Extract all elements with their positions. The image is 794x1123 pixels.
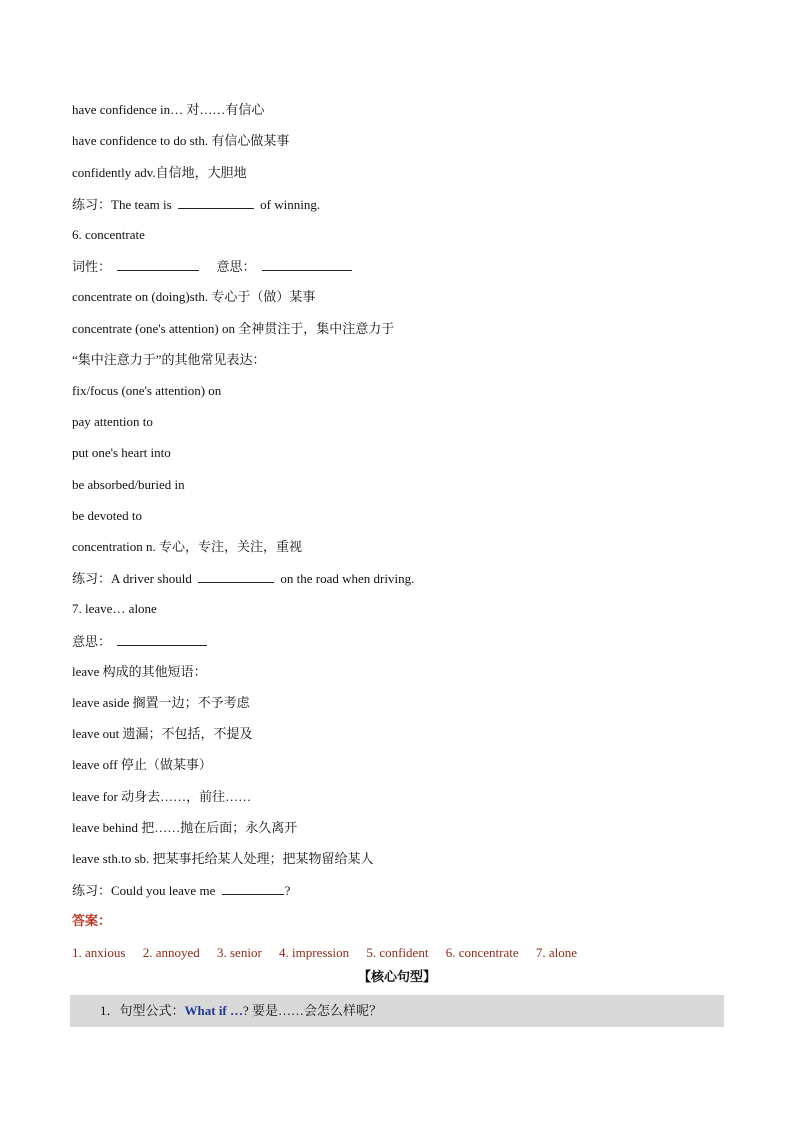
- phrase-line: leave for 动身去……，前往……: [72, 789, 252, 804]
- item-heading: 7. leave… alone: [72, 601, 157, 616]
- answer-item: 4. impression: [279, 945, 350, 960]
- phrase-line: concentrate on (doing)sth. 专心于（做）某事: [72, 289, 316, 304]
- exercise-leave: [72, 881, 290, 900]
- exercise-suffix: of winning.: [260, 197, 321, 212]
- exercise-prefix: 练习：Could you leave me: [72, 883, 216, 898]
- phrase-line: confidently adv.自信地，大胆地: [72, 165, 247, 180]
- phrase-line: have confidence in… 对……有信心: [72, 102, 265, 117]
- exercise-team: [72, 195, 320, 214]
- meaning-label: 意思：: [216, 259, 256, 274]
- phrase-line: fix/focus (one's attention) on: [72, 383, 222, 398]
- answer-item: 3. senior: [217, 945, 262, 960]
- pattern-suffix: ? 要是……会怎么样呢？: [243, 1003, 383, 1018]
- section-title: 【核心句型】: [357, 969, 436, 984]
- answer-blank[interactable]: [198, 569, 274, 583]
- phrase-line: leave out 遗漏；不包括，不提及: [72, 726, 253, 741]
- phrase-line: leave off 停止（做某事）: [72, 757, 212, 772]
- phrase-line: put one's heart into: [72, 445, 171, 460]
- meaning-row: [72, 632, 210, 651]
- meaning-blank[interactable]: [262, 257, 352, 271]
- answer-item: 6. concentrate: [445, 945, 519, 960]
- phrase-line: have confidence to do sth. 有信心做某事: [72, 133, 290, 148]
- pattern-prefix: 1．句型公式：: [100, 1003, 185, 1018]
- answer-item: 7. alone: [535, 945, 577, 960]
- phrase-line: leave aside 搁置一边；不予考虑: [72, 695, 250, 710]
- phrase-line: be absorbed/buried in: [72, 477, 185, 492]
- meaning-blank[interactable]: [117, 632, 207, 646]
- phrase-line: “集中注意力于”的其他常见表达：: [72, 352, 266, 367]
- phrase-line: concentration n. 专心，专注，关注，重视: [72, 539, 302, 554]
- phrase-line: be devoted to: [72, 508, 143, 523]
- pos-meaning-row: [72, 257, 355, 276]
- exercise-driver: [72, 569, 414, 588]
- answer-list: [72, 944, 591, 962]
- exercise-suffix: on the road when driving.: [280, 571, 415, 586]
- phrase-line: pay attention to: [72, 414, 153, 429]
- pos-label: 词性：: [72, 259, 112, 274]
- answer-item: 2. annoyed: [142, 945, 200, 960]
- phrase-line: leave sth.to sb. 把某事托给某人处理；把某物留给某人: [72, 851, 374, 866]
- phrase-line: leave 构成的其他短语：: [72, 664, 207, 679]
- answer-item: 1. anxious: [72, 945, 126, 960]
- answer-label: 答案：: [72, 913, 112, 928]
- sentence-pattern-bar: [70, 995, 724, 1027]
- item-heading: 6. concentrate: [72, 227, 145, 242]
- exercise-prefix: 练习：A driver should: [72, 571, 192, 586]
- pos-blank[interactable]: [117, 257, 199, 271]
- answer-blank[interactable]: [178, 195, 254, 209]
- pattern-keyword: What if …: [184, 1003, 244, 1018]
- meaning-label: 意思：: [72, 634, 112, 649]
- answer-item: 5. confident: [366, 945, 429, 960]
- answer-blank[interactable]: [222, 881, 284, 895]
- exercise-suffix: ?: [284, 883, 291, 898]
- phrase-line: leave behind 把……抛在后面；永久离开: [72, 820, 298, 835]
- sentence-pattern: [100, 1002, 382, 1020]
- phrase-line: concentrate (one's attention) on 全神贯注于，集中注意力于: [72, 321, 395, 336]
- exercise-prefix: 练习：The team is: [72, 197, 172, 212]
